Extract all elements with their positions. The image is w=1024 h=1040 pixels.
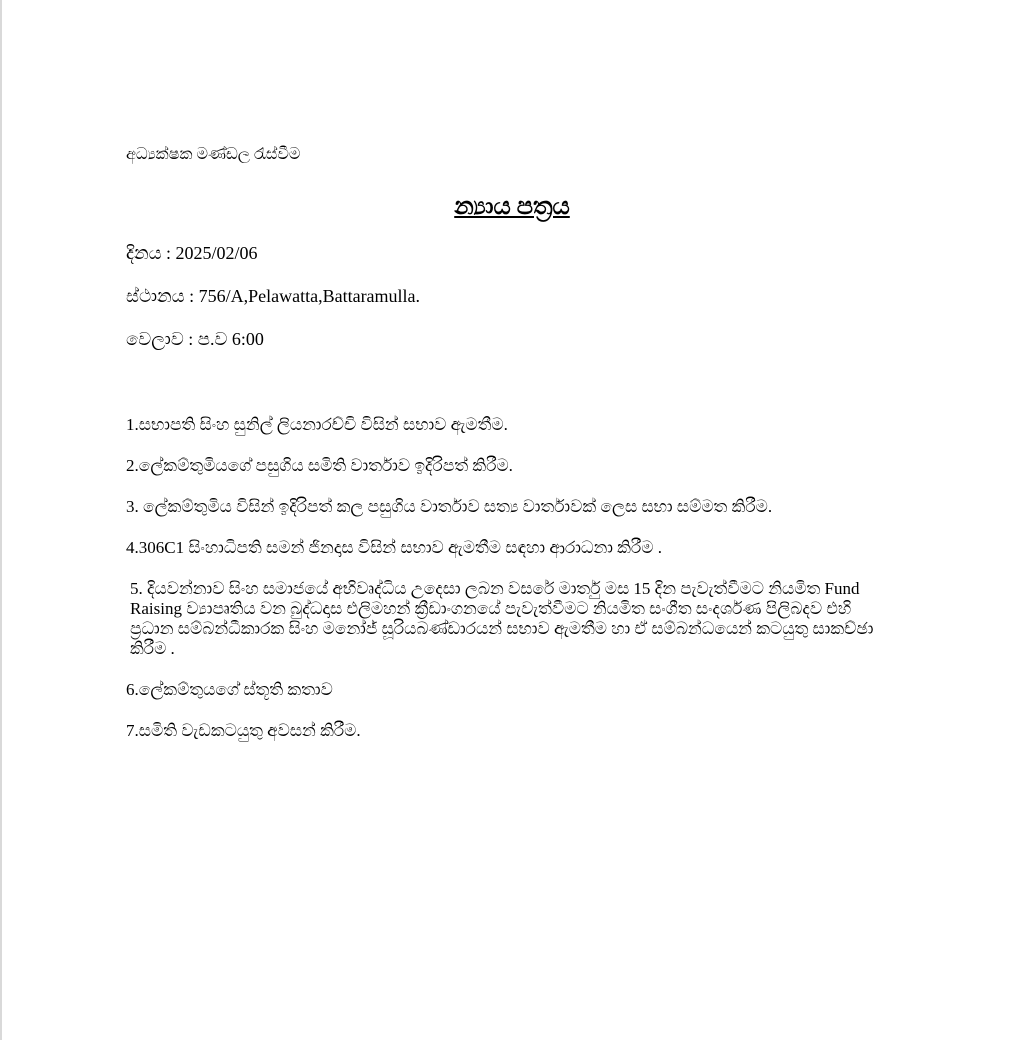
agenda-item-1: 1.සභාපති සිංහ සුනිල් ලියනාරච්චි විසින් සභාව ඇමතීම. — [126, 415, 508, 434]
page-left-edge — [0, 0, 2, 1040]
meeting-time: වෙලාව : ප.ව 6:00 — [126, 329, 264, 349]
document-title: න්‍යාය පත්‍රය — [454, 194, 570, 220]
meeting-heading: අධ්‍යක්ෂක මණ්ඩල රැස්වීම — [126, 146, 301, 163]
meeting-venue: ස්ථානය : 756/A,Pelawatta,Battaramulla. — [126, 286, 421, 306]
agenda-item-6: 6.ලේකම්තුයගේ ස්තූති කතාව — [126, 680, 333, 699]
agenda-item-5: 5. දියවන්නාව සිංහ සමාජයේ අභිවෘද්ධිය උදෙසා ලබන වසරේ මාර්තු මස 15 දින පැවැත්වීමට නියමිත Fund Raising ව්‍යාපෘතිය වන බුද්ධදාස එලිමහන් ක්‍රීඩාංගනයේ පැවැත්වීමට නියමිත සංගීත සංදර්ශණ පිලිබදව එහි ප්‍රධාන සම්බන්ධීකාරක සිංහ මනෝජ් සූරියබණ්ඩාරයන් සභාව ඇමතීම හා ඒ සම්බන්ධයෙන් කටයුතු සාකච්ඡා කිරීම . — [130, 579, 874, 658]
agenda-item-2: 2.ලේකම්තුමියගේ පසුගිය සමිති වාර්තාව ඉදිරිපත් කිරීම. — [126, 456, 513, 475]
agenda-list — [126, 415, 898, 741]
meeting-date: දිනය : 2025/02/06 — [126, 243, 258, 263]
agenda-item-7: 7.සමිති වැඩකටයුතු අවසන් කිරීම. — [126, 721, 361, 740]
document-page — [126, 145, 898, 762]
agenda-item-3: 3. ලේකම්තුමිය විසින් ඉදිරිපත් කල පසුගිය වාර්තාව සත්‍ය වාර්තාවක් ලෙස සභා සම්මත කිරීම. — [126, 497, 773, 516]
agenda-item-4: 4.306C1 සිංහාධිපති සමන් ජිනදාස විසින් සභාව ඇමතීම සඳහා ආරාධනා කිරීම . — [126, 538, 662, 557]
